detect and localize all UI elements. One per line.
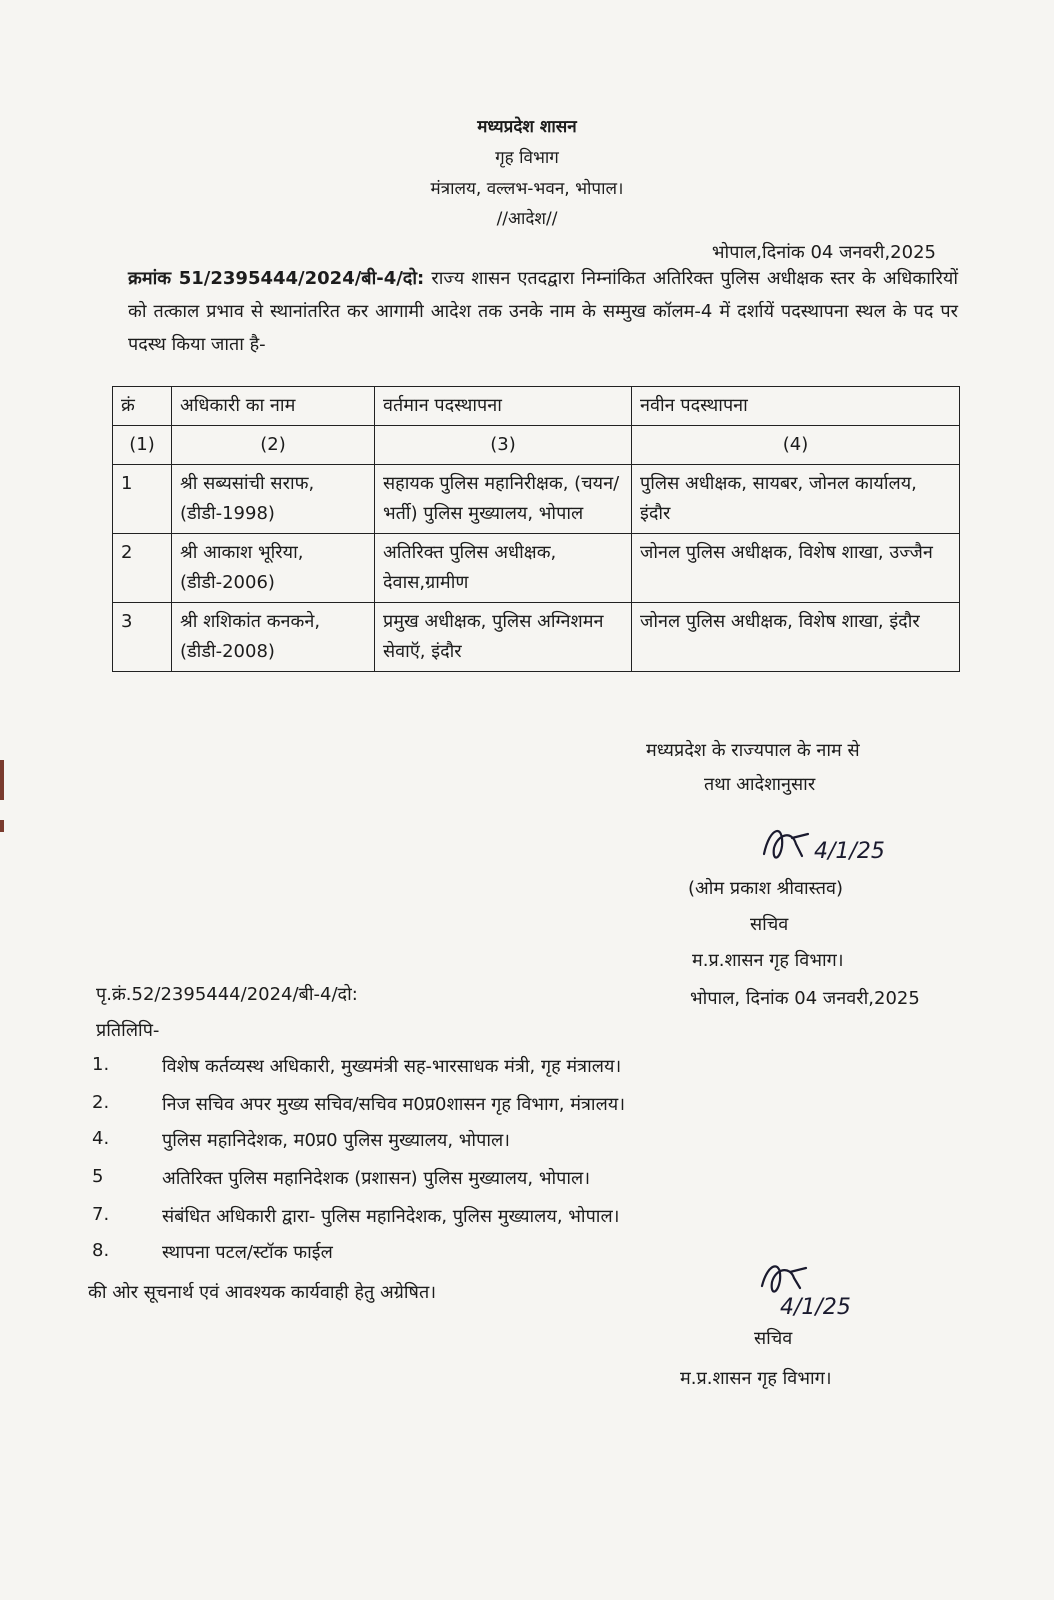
page-edge-mark [0,760,4,800]
department-title: गृह विभाग [495,148,559,168]
order-body: राज्य शासन एतदद्वारा निम्नांकित अतिरिक्त पुलिस अधीक्षक स्तर के अधिकारियों को तत्काल प्रभाव से स्थानांतरित कर आगामी आदेश तक उनके नाम के सम्मुख कॉलम-4 में दर्शायें पदस्थापना स्थल के पद पर पदस्थ किया जाता है- [128,268,958,355]
row-sno: 3 [113,603,172,672]
colnum-4: (4) [632,426,960,465]
signatory-office: म.प्र.शासन गृह विभाग। [692,950,844,971]
header-current-posting: वर्तमान पदस्थापना [375,387,632,426]
table-row [113,534,960,603]
officer-batch: (डीडी-2008) [180,641,275,662]
copy-item-text: निज सचिव अपर मुख्य सचिव/सचिव म0प्र0शासन गृह विभाग, मंत्रालय। [162,1094,626,1115]
signatory-name: (ओम प्रकाश श्रीवास्तव) [688,878,843,899]
row-current-posting: प्रमुख अधीक्षक, पुलिस अग्निशमन सेवाऍ, इंदौर [375,603,632,672]
copy-item-number: 4. [92,1128,110,1149]
authority-line-1: मध्यप्रदेश के राज्यपाल के नाम से [646,740,860,761]
endorsement-designation: सचिव [754,1328,793,1349]
list-item [90,1054,990,1084]
row-officer [172,603,375,672]
authority-line-2: तथा आदेशानुसार [704,774,816,795]
government-title: मध्यप्रदेश शासन [477,117,577,137]
officer-batch: (डीडी-2006) [180,572,275,593]
row-current-posting: सहायक पुलिस महानिरीक्षक, (चयन/भर्ती) पुलिस मुख्यालय, भोपाल [375,465,632,534]
copy-item-text: संबंधित अधिकारी द्वारा- पुलिस महानिदेशक, पुलिस मुख्यालय, भोपाल। [162,1206,620,1227]
copy-item-number: 2. [92,1092,110,1113]
closing-line: की ओर सूचनार्थ एवं आवश्यक कार्यवाही हेतु अग्रेषित। [88,1282,437,1303]
officer-batch: (डीडी-1998) [180,503,275,524]
list-item [90,1128,990,1158]
copy-item-text: स्थापना पटल/स्टॉक फाईल [162,1242,333,1263]
list-item [90,1092,990,1122]
row-current-posting: अतिरिक्त पुलिस अधीक्षक, देवास,ग्रामीण [375,534,632,603]
colnum-3: (3) [375,426,632,465]
copy-item-number: 1. [92,1054,110,1075]
list-item [90,1204,990,1234]
ministry-address: मंत्रालय, वल्लभ-भवन, भोपाल। [430,179,624,199]
endorsement-place-date: भोपाल, दिनांक 04 जनवरी,2025 [690,988,920,1009]
row-sno: 1 [113,465,172,534]
officer-name: श्री आकाश भूरिया, [180,542,304,563]
officer-name: श्री शशिकांत कनकने, [180,611,321,632]
row-sno: 2 [113,534,172,603]
order-paragraph [128,262,958,361]
order-title: //आदेश// [496,209,558,229]
row-new-posting: जोनल पुलिस अधीक्षक, विशेष शाखा, इंदौर [632,603,960,672]
copy-item-number: 7. [92,1204,110,1225]
copy-label: प्रतिलिपि- [96,1020,160,1041]
copy-item-text: अतिरिक्त पुलिस महानिदेशक (प्रशासन) पुलिस मुख्यालय, भोपाल। [162,1168,591,1189]
order-place-date: भोपाल,दिनांक 04 जनवरी,2025 [711,242,936,263]
table-header-row [113,387,960,426]
row-new-posting: जोनल पुलिस अधीक्षक, विशेष शाखा, उज्जैन [632,534,960,603]
signature-1 [752,816,902,876]
list-item [90,1166,990,1196]
endorsement-office: म.प्र.शासन गृह विभाग। [680,1368,832,1389]
signature-2 [752,1256,882,1322]
header-new-posting: नवीन पदस्थापना [632,387,960,426]
signature-date: 4/1/25 [780,1295,851,1320]
table-row [113,465,960,534]
officer-name: श्री सब्यसांची सराफ, [180,473,315,494]
transfer-table [112,386,960,672]
header-name: अधिकारी का नाम [172,387,375,426]
page-edge-mark [0,820,4,832]
endorsement-number: पृ.क्रं.52/2395444/2024/बी-4/दो: [96,984,358,1005]
colnum-1: (1) [113,426,172,465]
signature-date: 4/1/25 [814,839,885,864]
order-number: क्रमांक 51/2395444/2024/बी-4/दो: [128,268,425,289]
signatory-designation: सचिव [750,914,789,935]
copy-item-number: 8. [92,1240,110,1261]
copy-item-text: पुलिस महानिदेशक, म0प्र0 पुलिस मुख्यालय, भोपाल। [162,1130,511,1151]
copy-item-text: विशेष कर्तव्यस्थ अधिकारी, मुख्यमंत्री सह-भारसाधक मंत्री, गृह मंत्रालय। [162,1056,622,1077]
copy-item-number: 5 [92,1166,104,1187]
row-new-posting: पुलिस अधीक्षक, सायबर, जोनल कार्यालय, इंदौर [632,465,960,534]
table-row [113,603,960,672]
row-officer [172,534,375,603]
colnum-2: (2) [172,426,375,465]
row-officer [172,465,375,534]
header-sno: क्रं [113,387,172,426]
table-colnum-row [113,426,960,465]
